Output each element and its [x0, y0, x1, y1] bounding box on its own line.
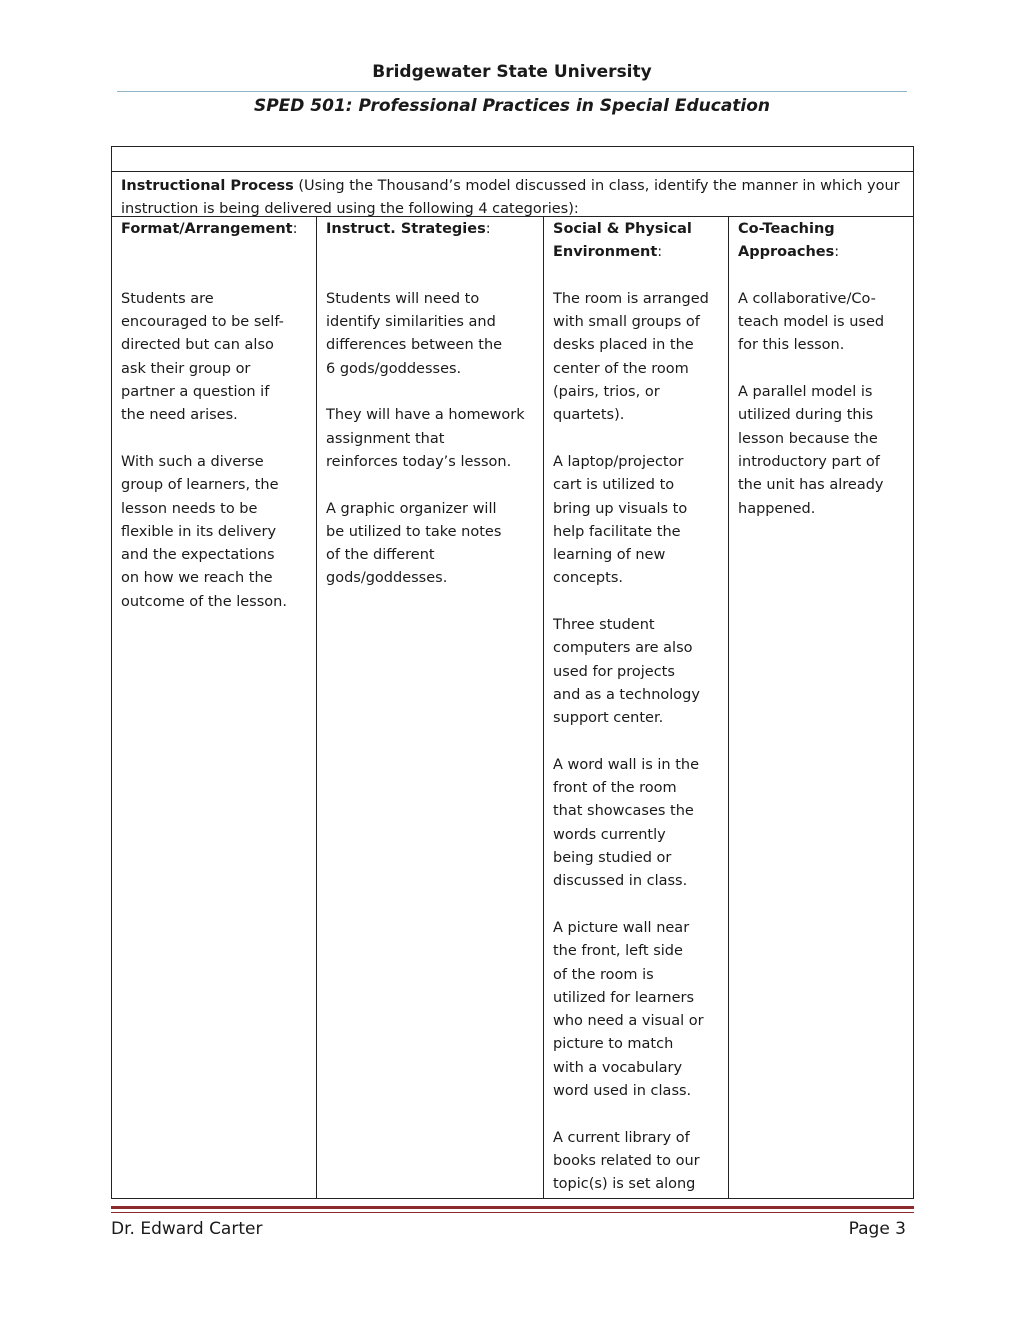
column-paragraph: A current library of books related to our topic(s) is set along — [553, 1129, 700, 1193]
column-social-physical-environment — [544, 217, 729, 1199]
column-paragraph: They will have a homework assignment that reinforces today’s lesson. — [326, 407, 525, 470]
process-label: Instructional Process — [121, 178, 294, 194]
column-heading: Format/Arrangement: — [121, 221, 298, 237]
column-paragraph: A laptop/projector cart is utilized to bring up visuals to help facilitate the learning of new concepts. — [553, 453, 688, 587]
column-paragraph: Students will need to identify similarities and differences between the 6 gods/goddesses. — [326, 290, 503, 377]
column-paragraph: A word wall is in the front of the room that showcases the words currently being studied or discussed in class. — [553, 756, 700, 890]
column-paragraph: A graphic organizer will be utilized to take notes of the different gods/goddesses. — [326, 500, 502, 587]
header-divider — [117, 91, 907, 92]
column-format-arrangement — [112, 217, 317, 1199]
column-paragraph: A collaborative/Co- teach model is used for this lesson. — [738, 290, 885, 354]
instructional-table — [111, 146, 914, 1199]
course-title: SPED 501: Professional Practices in Special Education — [253, 96, 771, 116]
footer-author: Dr. Edward Carter — [111, 1219, 263, 1239]
process-description: (Using the Thousand’s model discussed in class, identify the manner in which your instruction is being delivered using the following 4 categories): — [121, 178, 900, 217]
category-columns — [112, 217, 913, 1199]
column-co-teaching-approaches — [729, 217, 913, 1199]
column-paragraph: With such a diverse group of learners, the lesson needs to be flexible in its delivery and the expectations on how we reach the outcome of the lesson. — [121, 453, 287, 610]
column-heading: Social & Physical Environment: — [553, 221, 692, 261]
column-paragraph: Three student computers are also used for projects and as a technology support center. — [553, 617, 700, 727]
university-name: Bridgewater State University — [372, 62, 652, 82]
footer-divider-thin — [111, 1212, 914, 1213]
instructional-process-row — [112, 172, 913, 217]
column-heading: Co-Teaching Approaches: — [738, 221, 840, 261]
column-paragraph: A picture wall near the front, left side of the room is utilized for learners who need a visual or picture to match with a vocabulary word used in class. — [553, 919, 704, 1099]
column-instruct-strategies — [317, 217, 544, 1199]
footer-divider-thick — [111, 1206, 914, 1209]
column-heading: Instruct. Strategies: — [326, 221, 491, 237]
column-paragraph: Students are encouraged to be self- directed but can also ask their group or partner a question if the need arises. — [121, 290, 284, 424]
footer-page-number: Page 3 — [848, 1219, 906, 1239]
column-paragraph: A parallel model is utilized during this lesson because the introductory part of the unit has already happened. — [738, 384, 884, 517]
column-paragraph: The room is arranged with small groups of desks placed in the center of the room (pairs, trios, or quartets). — [553, 290, 709, 424]
empty-table-row — [112, 147, 913, 172]
